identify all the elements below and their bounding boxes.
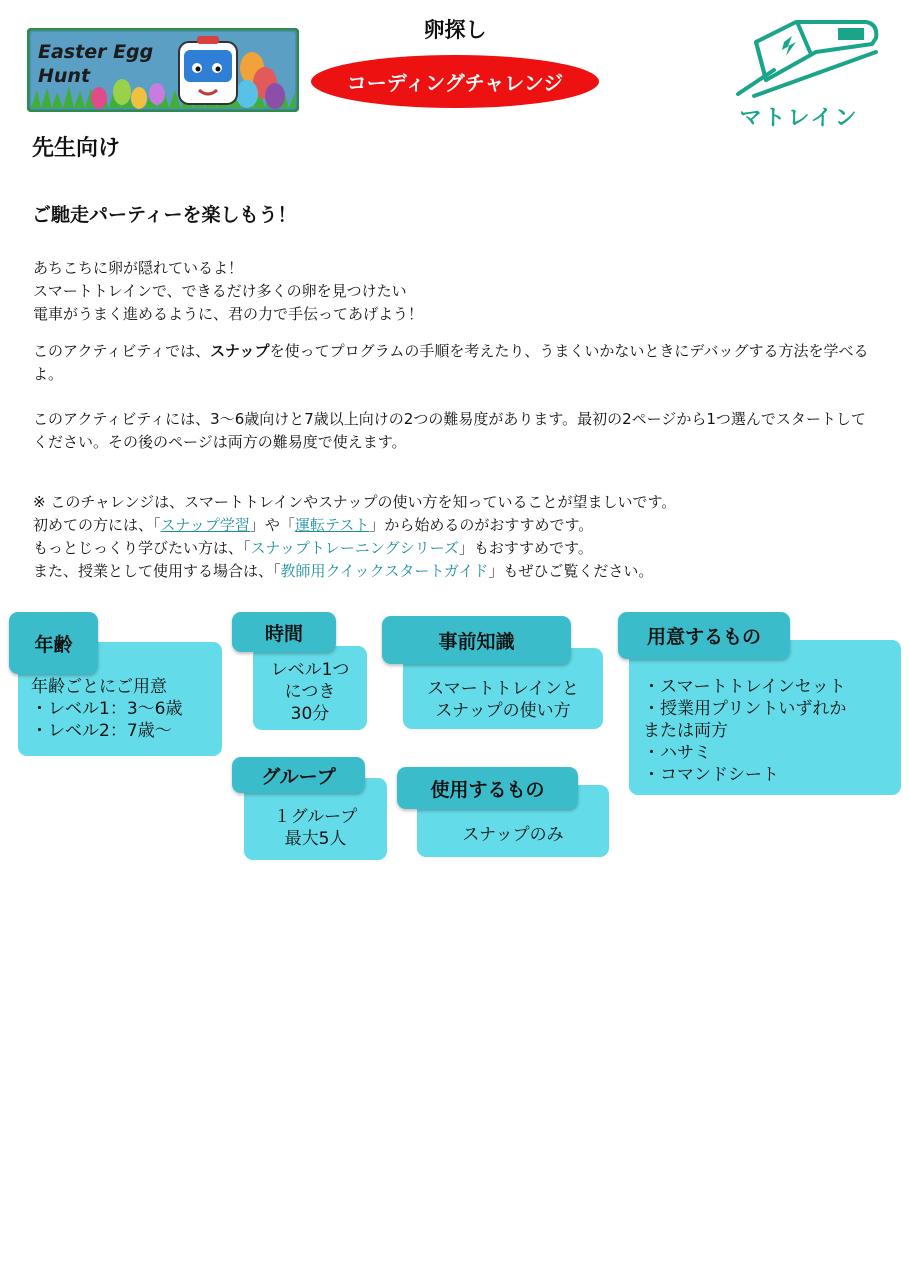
prepare-card — [629, 640, 901, 795]
snap-training-series-link[interactable]: スナップトレーニングシリーズ — [250, 539, 459, 557]
prepare-tab: 用意するもの — [618, 612, 790, 659]
note-line: ※ このチャレンジは、スマートトレインやスナップの使い方を知っていることが望ましいです。 — [33, 493, 677, 511]
time-tab: 時間 — [232, 612, 336, 652]
intro-line: あちこちに卵が隠れているよ！ — [33, 259, 244, 277]
age-line: ・レベル2：7歳〜 — [31, 721, 172, 741]
age-tab: 年齢 — [9, 612, 98, 674]
intro-text — [33, 257, 878, 326]
teacher-quickstart-guide-link[interactable]: 教師用クイックスタートガイド — [280, 562, 489, 580]
note-line: もっとじっくり学びたい方は、「スナップトレーニングシリーズ」もおすすめです。 — [33, 539, 593, 557]
page-title: 卵探し — [423, 18, 487, 42]
logo-text: Easter Egg Hunt — [38, 41, 154, 87]
time-line: 30分 — [290, 704, 330, 724]
prepare-line: ・コマンドシート — [643, 765, 779, 785]
driving-test-link[interactable]: 運転テスト — [294, 516, 370, 534]
activity-after: を使ってプログラムの手順を考えたり、うまくいかないときにデバッグする方法を学べるよ。 — [33, 342, 869, 383]
prior-line: スマートトレインと — [427, 678, 579, 699]
group-tab: グループ — [232, 757, 365, 793]
brand-name: マトレイン — [739, 106, 859, 131]
age-line: 年齢ごとにご用意 — [31, 677, 167, 697]
coding-challenge-badge: コーディングチャレンジ — [311, 55, 599, 108]
prior-line: スナップの使い方 — [435, 700, 571, 721]
note-line: また、授業として使用する場合は、「教師用クイックスタートガイド」もぜひご覧ください。 — [33, 562, 654, 580]
activity-before: このアクティビティでは、 — [33, 342, 211, 360]
group-line: １グループ — [273, 807, 358, 827]
activity-bold: スナップ — [210, 342, 270, 360]
prior-knowledge-tab: 事前知識 — [382, 616, 571, 664]
use-tab: 使用するもの — [397, 767, 578, 809]
intro-line: スマートトレインで、できるだけ多くの卵を見つけたい — [33, 282, 407, 300]
prepare-line: ・スマートトレインセット — [643, 677, 846, 697]
note-line: 初めての方には、「スナップ学習」や「運転テスト」から始めるのがおすすめです。 — [33, 516, 594, 534]
section-heading: ご馳走パーティーを楽しもう！ — [32, 204, 297, 226]
intro-line: 電車がうまく進めるように、君の力で手伝ってあげよう！ — [33, 305, 424, 323]
prepare-line: または両方 — [643, 721, 728, 741]
note-text — [33, 491, 878, 583]
activity-text — [33, 340, 878, 386]
time-line: レベル1つ — [270, 660, 350, 680]
audience-label: 先生向け — [32, 136, 121, 161]
group-line: 最大5人 — [284, 829, 347, 849]
age-line: ・レベル1：3〜6歳 — [31, 699, 183, 719]
time-line: につき — [284, 682, 336, 702]
prepare-line: ・授業用プリントいずれか — [643, 699, 847, 719]
time-card — [253, 646, 367, 730]
levels-text: このアクティビティには、3〜6歳向けと7歳以上向けの2つの難易度があります。最初の2ページから1つ選んでスタートしてください。その後のページは両方の難易度で使えます。 — [33, 410, 866, 451]
prepare-line: ・ハサミ — [643, 743, 711, 763]
snap-learning-link[interactable]: スナップ学習 — [160, 516, 250, 534]
use-line: スナップのみ — [462, 825, 564, 845]
